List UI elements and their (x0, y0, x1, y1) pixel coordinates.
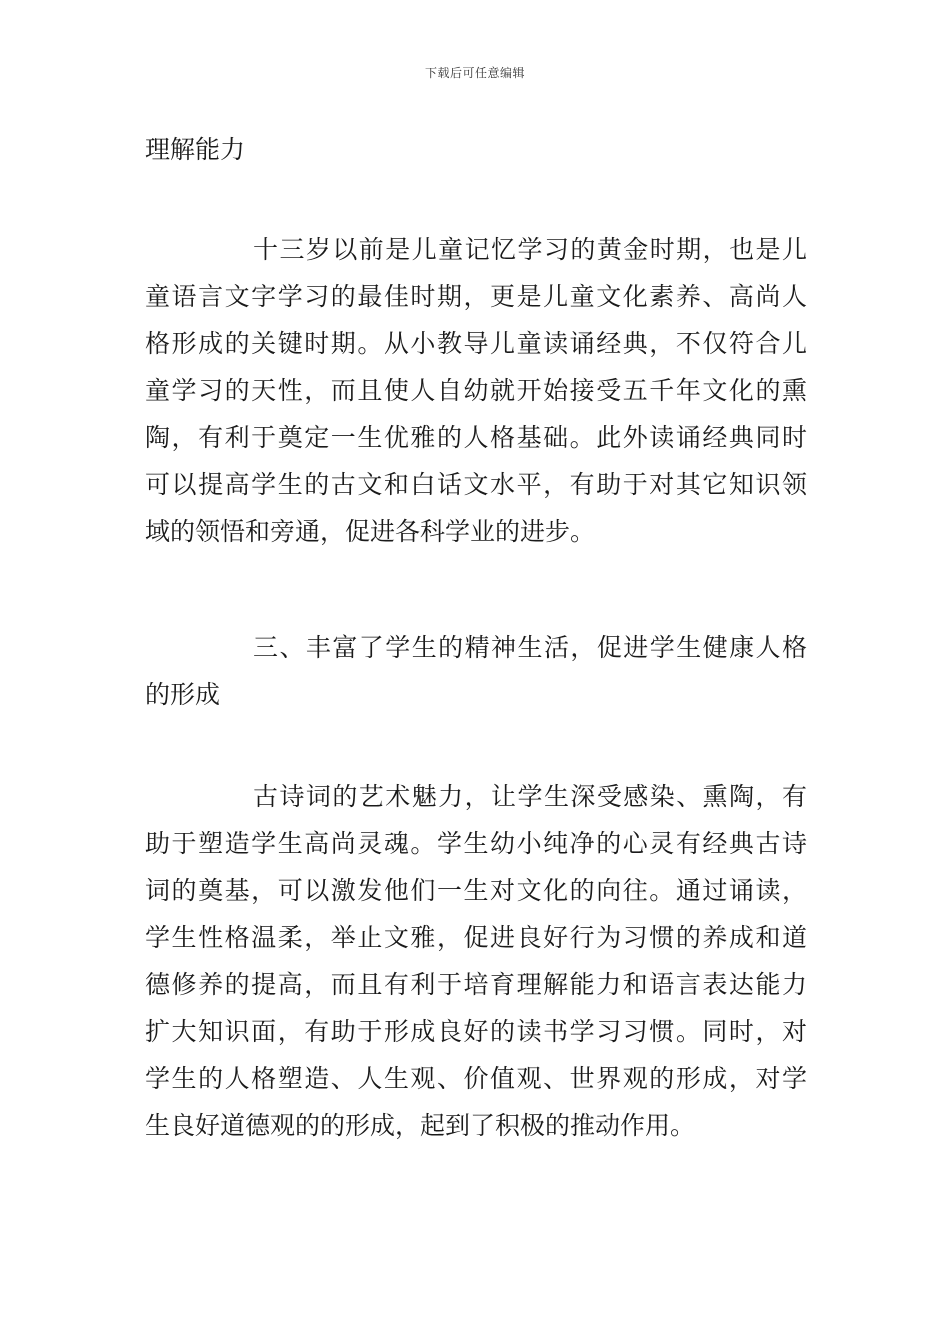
text-line: 童学习的天性，而且使人自幼就开始接受五千年文化的熏 (145, 376, 807, 405)
text-line: 扩大知识面，有助于形成良好的读书学习习惯。同时，对 (145, 1017, 807, 1046)
text-line: 十三岁以前是儿童记忆学习的黄金时期，也是儿 (253, 235, 807, 264)
page-header: 下载后可任意编辑 (424, 66, 525, 80)
text-line: 助于塑造学生高尚灵魂。学生幼小纯净的心灵有经典古诗 (145, 829, 807, 858)
text-line: 域的领悟和旁通，促进各科学业的进步。 (145, 517, 596, 546)
text-line: 三、丰富了学生的精神生活，促进学生健康人格 (253, 633, 807, 662)
text-line: 的形成 (145, 680, 221, 709)
text-line: 生良好道德观的的形成，起到了积极的推动作用。 (145, 1111, 696, 1140)
text-line: 学生的人格塑造、人生观、价值观、世界观的形成，对学 (145, 1064, 807, 1093)
text-line: 童语言文字学习的最佳时期，更是儿童文化素养、高尚人 (145, 282, 807, 311)
text-line: 格形成的关键时期。从小教导儿童读诵经典，不仅符合儿 (145, 329, 807, 358)
text-line: 学生性格温柔，举止文雅，促进良好行为习惯的养成和道 (145, 923, 807, 952)
text-line: 词的奠基，可以激发他们一生对文化的向往。通过诵读， (145, 876, 807, 905)
section-heading-three (145, 624, 807, 718)
text-line: 陶，有利于奠定一生优雅的人格基础。此外读诵经典同时 (145, 423, 807, 452)
paragraph-poetry-charm (145, 773, 807, 1149)
paragraph-childhood-learning (145, 226, 807, 555)
text-line: 理解能力 (145, 135, 246, 164)
text-line: 古诗词的艺术魅力，让学生深受感染、熏陶，有 (253, 782, 807, 811)
paragraph-continuation (145, 126, 807, 173)
text-line: 可以提高学生的古文和白话文水平，有助于对其它知识领 (145, 470, 807, 499)
text-line: 德修养的提高，而且有利于培育理解能力和语言表达能力 (145, 970, 807, 999)
